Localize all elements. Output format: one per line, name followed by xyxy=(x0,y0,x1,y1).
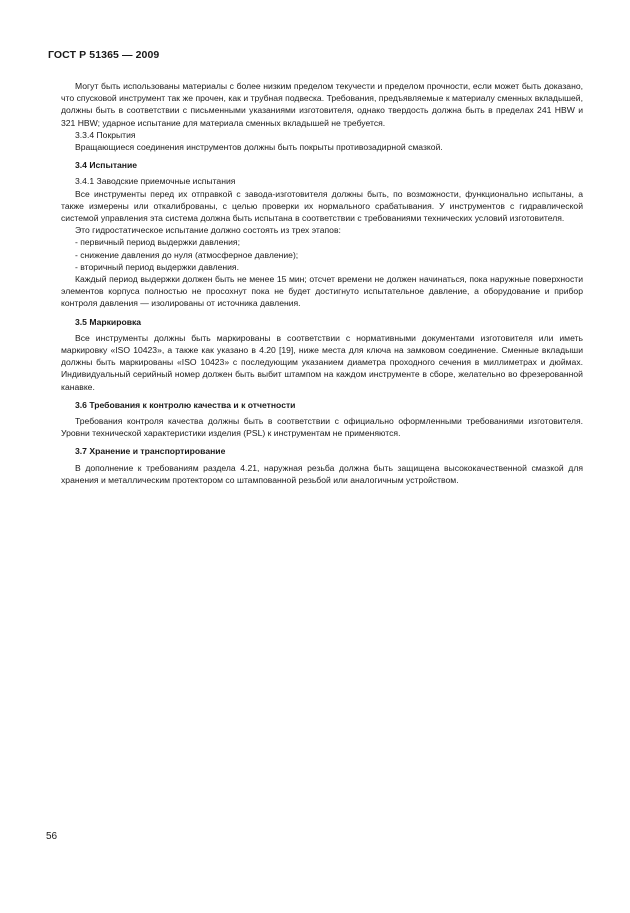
paragraph-quality-control: Требования контроля качества должны быть в соответствии с официально оформленными требованиями изготовителя. Уровни технической характеристики изделия (PSL) к инструментам не применяются. xyxy=(61,416,583,439)
paragraph-coatings: Вращающиеся соединения инструментов должны быть покрыты противозадирной смазкой. xyxy=(75,142,443,153)
list-item: - первичный период выдержки давления; xyxy=(75,237,240,248)
page-number: 56 xyxy=(46,831,58,842)
paragraph-materials: Могут быть использованы материалы с более низким пределом текучести и пределом прочности, если может быть доказано, что спусковой инструмент так же прочен, как и трубная подвеска. Требования, предъявляемые к материалу сменных вкладышей, должны быть в соответствии с письменными указаниями изготовителя, однако твердость должна быть в пределах 241 HBW и 321 HBW; ударное испытание для материала сменных вкладышей не требуется. xyxy=(61,81,583,128)
section-3-7-heading: 3.7 Хранение и транспортирование xyxy=(75,446,226,457)
paragraph-storage: В дополнение к требованиям раздела 4.21, наружная резьба должна быть защищена высококачественной смазкой для хранения и металлическим протектором со штампованной резьбой или аналогичным устройством. xyxy=(61,462,583,485)
list-item: - вторичный период выдержки давления. xyxy=(75,261,239,272)
section-3-6-heading: 3.6 Требования к контролю качества и к отчетности xyxy=(75,399,296,410)
section-3-4-heading: 3.4 Испытание xyxy=(75,160,138,171)
document-header: ГОСТ Р 51365 — 2009 xyxy=(48,49,160,61)
document-body xyxy=(61,80,583,486)
paragraph-factory-tests: Все инструменты перед их отправкой с завода-изготовителя должны быть, по возможности, функционально испытаны, а также измерены или откалиброваны, с целью проверки их нормального срабатывания. У инструментов с гидравлической системой управления эта система должна быть испытана в соответствии с требованиями технических условий изготовителя. xyxy=(61,188,583,224)
paragraph-hold-period: Каждый период выдержки должен быть не менее 15 мин; отсчет времени не должен начинаться, пока наружные поверхности элементов корпуса полностью не просохнут пока не будет достигнуто испытательное давление, а оборудование и прибор контроля давления — изолированы от источника давления. xyxy=(61,274,583,309)
section-3-5-heading: 3.5 Маркировка xyxy=(75,316,142,327)
paragraph-marking: Все инструменты должны быть маркированы в соответствии с нормативными документами изготовителя или иметь маркировку «ISO 10423», а также как указано в 4.20 [19], ниже места для ключа на замковом соединение. Сменные вкладыши должны быть маркированы «ISO 10423» с последующим указанием диаметра проходного сечения в миллиметрах и дюймах. Индивидуальный серийный номер должен быть выбит штампом на каждом инструменте в сборе, желательно во фрезерованной канавке. xyxy=(61,332,583,392)
list-item: - снижение давления до нуля (атмосферное давление); xyxy=(75,249,299,260)
subsection-3-3-4-title: 3.3.4 Покрытия xyxy=(75,129,136,140)
paragraph-hydrostatic-test: Это гидростатическое испытание должно состоять из трех этапов: xyxy=(75,225,341,236)
subsection-3-4-1-title: 3.4.1 Заводские приемочные испытания xyxy=(75,176,236,187)
